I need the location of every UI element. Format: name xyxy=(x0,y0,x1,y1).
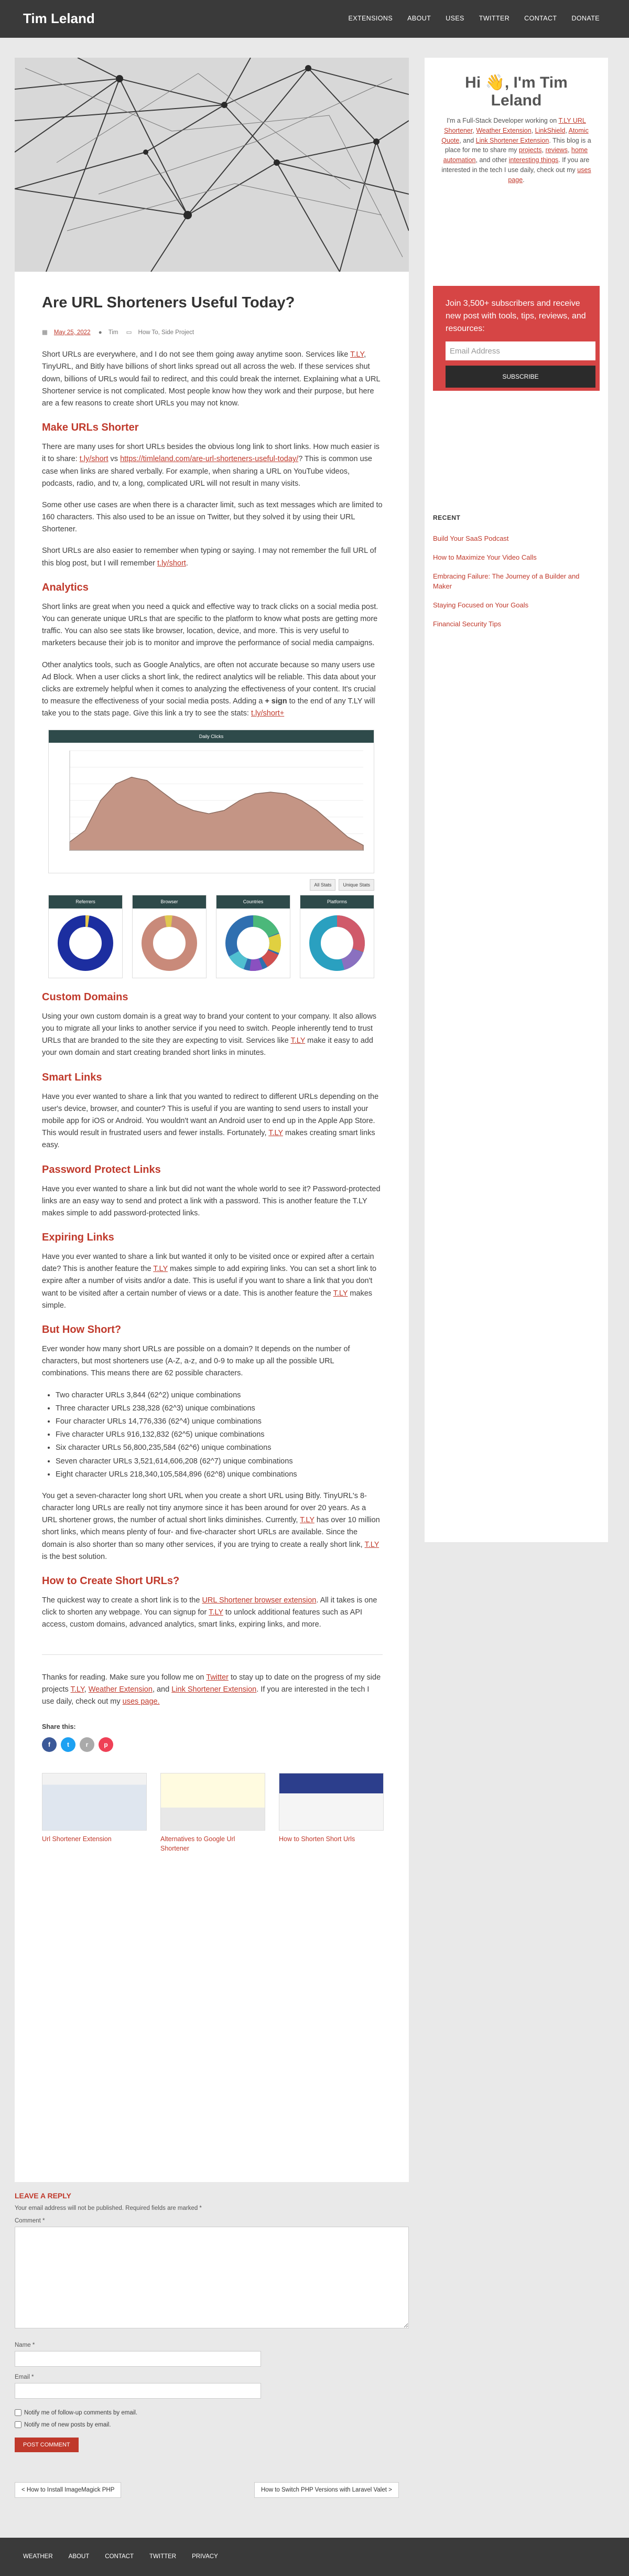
footer-nav xyxy=(23,2553,234,2560)
share-title: Share this: xyxy=(42,1723,76,1731)
heading-how-to-create: How to Create Short URLs? xyxy=(42,1575,180,1587)
recent-posts xyxy=(433,514,600,638)
hi-title: Hi 👋, I'm Tim Leland xyxy=(465,74,568,109)
stats-toggle xyxy=(48,879,374,891)
unique-stats-toggle[interactable]: Unique Stats xyxy=(339,879,374,891)
daily-clicks-area xyxy=(70,777,363,850)
tly-link[interactable]: T.LY xyxy=(350,350,364,359)
heading-expiring-links: Expiring Links xyxy=(42,1232,114,1244)
pocket-icon[interactable]: p xyxy=(99,1737,113,1752)
footer-privacy[interactable]: PRIVACY xyxy=(192,2553,218,2560)
footer-twitter[interactable]: TWITTER xyxy=(149,2553,177,2560)
related-post[interactable] xyxy=(42,1773,147,1853)
bio-interesting-link[interactable]: interesting things xyxy=(508,156,559,164)
password-paragraph: Have you ever wanted to share a link but did not want the whole world to see it? Password-protected links are an easy way to send and protect a link with a password. This is another feature the T.LY makes simple to add password-protected links. xyxy=(42,1184,381,1217)
bio-atomic-link[interactable]: Atomic Quote xyxy=(441,126,589,144)
nav-donate[interactable]: DONATE xyxy=(571,15,600,22)
all-stats-toggle[interactable]: All Stats xyxy=(310,879,335,891)
recent-title: RECENT xyxy=(433,514,461,521)
short-link-2[interactable]: t.ly/short xyxy=(157,559,186,568)
heading-analytics: Analytics xyxy=(42,581,89,593)
tly-link-domains[interactable]: T.LY xyxy=(290,1036,306,1045)
heading-smart-links: Smart Links xyxy=(42,1071,102,1083)
related-thumb[interactable] xyxy=(42,1773,147,1831)
create-paragraph: The quickest way to create a short link is to the URL Shortener browser extension. All it takes is one click to shorten any webpage. You can signup for T.LY to unlock additional features such as API access, custom domains, advanced analytics, smart links, expiring links, and more. xyxy=(42,1596,377,1629)
how-short-paragraph-1: Ever wonder how many short URLs are possible on a domain? It depends on the number of characters, but most shorteners use (A-Z, a-z, and 0-9 to make up all the possible URL combinations. This means there are 62 possible characters. xyxy=(42,1345,350,1378)
heading-make-urls-shorter: Make URLs Shorter xyxy=(42,422,139,434)
nav-about[interactable]: ABOUT xyxy=(407,15,431,22)
notify-comments-row: Notify me of follow-up comments by email. xyxy=(15,2409,409,2416)
footer xyxy=(0,2538,629,2576)
list-item: • Three character URLs 238,328 (62^3) unique combinations xyxy=(56,1403,383,1415)
thanks-paragraph: Thanks for reading. Make sure you follow me on Twitter to stay up to date on the progress of my side projects T.LY, Weather Extension, and Link Shortener Extension. If you are interested in the tech I use daily, check out my uses page. xyxy=(42,1673,381,1706)
link-shortener-extension-link[interactable]: Link Shortener Extension xyxy=(171,1685,257,1694)
make-paragraph-3: Short URLs are also easier to remember when typing or saying. I may not remember the full URL of this blog post, but I will remember t.ly/short. xyxy=(42,547,376,568)
bio-home-link[interactable]: home automation xyxy=(443,146,588,164)
user-icon: ● xyxy=(98,329,102,336)
subscribe-email-input[interactable]: Email Address xyxy=(446,341,595,360)
tly-link-create[interactable]: T.LY xyxy=(209,1608,223,1617)
analytics-paragraph-1: Short links are great when you need a quick and effective way to track clicks on a social media post. You can generate unique URLs that are specific to the platform to know what posts are getting more traffic. You can also see stats like browser, location, device, and more. This is very useful to marketers because their job is to monitor and improve the performance of social media campaigns. xyxy=(42,602,378,648)
post-comment-button[interactable]: POST COMMENT xyxy=(15,2438,79,2452)
top-bar xyxy=(0,0,629,38)
comment-label: Comment * xyxy=(15,2218,45,2224)
list-item: • Two character URLs 3,844 (62^2) unique combinations xyxy=(56,1389,383,1402)
reply-note: Your email address will not be published. Required fields are marked * xyxy=(15,2205,202,2211)
related-posts xyxy=(42,1773,383,1853)
donut-row xyxy=(48,895,374,978)
tly-project-link[interactable]: T.LY xyxy=(70,1685,84,1694)
comment-field[interactable] xyxy=(15,2227,409,2328)
prev-post-link[interactable]: < How to Install ImageMagick PHP xyxy=(15,2482,121,2498)
notify-posts-row: Notify me of new posts by email. xyxy=(15,2421,409,2428)
email-field[interactable] xyxy=(15,2383,261,2399)
expiring-paragraph: Have you ever wanted to share a link but wanted it only to be visited once or expired after a certain date? This is another feature the T.LY makes simple to add expiring links. You can set a short link to expire after a number of visits and/or a date. This is useful if you want to share a link that you don't want to be visited after a certain number of views or a date. This is another feature the T.LY makes simple. xyxy=(42,1253,377,1310)
site-logo[interactable]: Tim Leland xyxy=(23,10,95,26)
notify-comments-checkbox[interactable] xyxy=(15,2409,21,2416)
platforms-card: Platforms xyxy=(300,895,374,978)
related-link[interactable]: Url Shortener Extension xyxy=(42,1835,112,1843)
email-label: Email * xyxy=(15,2374,34,2380)
browser-donut xyxy=(139,913,200,974)
nav-twitter[interactable]: TWITTER xyxy=(479,15,510,22)
twitter-icon[interactable]: t xyxy=(61,1737,75,1752)
make-paragraph-2: Some other use cases are when there is a character limit, such as text messages which are limited to 160 characters. This also used to be an issue on Twitter, but they solved it by using their URL Shortener. xyxy=(42,500,383,534)
post-meta xyxy=(42,328,383,337)
author-box xyxy=(439,73,593,194)
extension-link[interactable]: URL Shortener browser extension xyxy=(202,1596,317,1605)
divider xyxy=(42,1654,383,1655)
referrers-donut xyxy=(55,913,116,974)
nav-contact[interactable]: CONTACT xyxy=(524,15,557,22)
notify-posts-checkbox[interactable] xyxy=(15,2421,21,2428)
platforms-donut xyxy=(307,913,367,974)
list-item: • Eight character URLs 218,340,105,584,896 (62^8) unique combinations xyxy=(56,1469,383,1481)
intro-paragraph: Short URLs are everywhere, and I do not see them going away anytime soon. Services like T.LY, TinyURL, and Bitly have billions of short links spread out all across the web. If these services shut down, billions of URLs would fail to redirect, and this could break the internet. Explaining what a URL Shortener service is not complicated. Most people know how they work and their purpose, but here are a few reasons to create short URLs you may not know. xyxy=(42,350,381,408)
referrers-card: Referrers xyxy=(48,895,123,978)
next-post-link[interactable]: How to Switch PHP Versions with Laravel Valet > xyxy=(254,2482,399,2498)
daily-clicks-panel xyxy=(48,730,374,874)
name-field[interactable] xyxy=(15,2351,261,2367)
subscribe-button[interactable]: SUBSCRIBE xyxy=(446,366,595,388)
how-short-paragraph-2: You get a seven-character long short URL when you create a short URL using Bitly. TinyURL's 8-character long URLs are really not tiny anymore since it has been around for over 20 years. As a URL shortener grows, the number of actual short links diminishes. Currently, T.LY has over 10 million short links, which means plenty of four- and five-character short URLs are available. Since the domain is also shorter than so many other services, if you are trying to create a really short link, T.LY is the best solution. xyxy=(42,1491,380,1561)
post-author[interactable]: Tim xyxy=(108,329,118,336)
related-link[interactable]: Alternatives to Google Url Shortener xyxy=(160,1835,235,1852)
related-post[interactable] xyxy=(160,1773,265,1853)
browser-card: Browser xyxy=(132,895,207,978)
recent-post-link[interactable]: Build Your SaaS Podcast xyxy=(433,535,509,542)
uses-page-link[interactable]: uses page. xyxy=(122,1697,160,1706)
recent-post-link[interactable]: Financial Security Tips xyxy=(433,619,502,628)
footer-about[interactable]: ABOUT xyxy=(68,2553,90,2560)
recent-post-link[interactable]: Staying Focused on Your Goals xyxy=(433,601,529,609)
stats-screenshot xyxy=(48,730,374,978)
twitter-link[interactable]: Twitter xyxy=(206,1673,229,1682)
bio-reviews-link[interactable]: reviews xyxy=(545,146,568,154)
reddit-icon[interactable]: r xyxy=(80,1737,94,1752)
list-item: • Four character URLs 14,776,336 (62^4) unique combinations xyxy=(56,1416,383,1428)
recent-post-link[interactable]: How to Maximize Your Video Calls xyxy=(433,553,537,562)
footer-weather[interactable]: WEATHER xyxy=(23,2553,53,2560)
list-item: • Seven character URLs 3,521,614,606,208 (62^7) unique combinations xyxy=(56,1456,383,1468)
related-link[interactable]: How to Shorten Short Urls xyxy=(279,1835,355,1843)
facebook-icon[interactable]: f xyxy=(42,1737,57,1752)
short-link[interactable]: t.ly/short xyxy=(79,455,109,464)
countries-card: Countries xyxy=(216,895,290,978)
nav-extensions[interactable]: EXTENSIONS xyxy=(348,15,393,22)
post-categories[interactable]: How To, Side Project xyxy=(138,329,194,336)
long-link[interactable]: https://timleland.com/are-url-shorteners-useful-today/ xyxy=(120,455,299,464)
heading-custom-domains: Custom Domains xyxy=(42,991,128,1003)
reply-section xyxy=(15,2192,409,2452)
post-date[interactable]: May 25, 2022 xyxy=(53,329,91,336)
post-title: Are URL Shorteners Useful Today? xyxy=(42,294,295,311)
related-thumb[interactable] xyxy=(160,1773,265,1831)
tly-link-hs-2[interactable]: T.LY xyxy=(364,1540,379,1549)
tly-link-expiring-2[interactable]: T.LY xyxy=(333,1289,348,1298)
combinations-list xyxy=(56,1389,383,1481)
bio-tly-link[interactable]: T.LY URL Shortener xyxy=(444,117,586,134)
bio-uses-link[interactable]: uses page xyxy=(508,166,591,184)
make-paragraph-1: There are many uses for short URLs besides the obvious long link to short links. How much easier is it to share: t.ly/short vs https://timleland.com/are-url-shorteners-useful-today/? This is common use case when links are shared verbally. For example, when sharing a URL on YouTube videos, podcasts, radio, and tv, a long, complicated URL will not result in many visits. xyxy=(42,443,379,488)
daily-clicks-chart xyxy=(49,743,374,869)
bio-projects-link[interactable]: projects xyxy=(518,146,542,154)
author-bio: I'm a Full-Stack Developer working on T.LY URL Shortener, Weather Extension, LinkShield, Atomic Quote, and Link Shortener Extension. This blog is a place for me to share my projects, reviews, home automation, and other interesting things. If you are interested in the tech I use daily, check out my uses page. xyxy=(441,117,591,184)
hero-image xyxy=(15,58,409,272)
subscribe-text: Join 3,500+ subscribers and receive new post with tools, tips, reviews, and resources: xyxy=(446,299,586,333)
subscribe-box xyxy=(433,286,600,391)
footer-contact[interactable]: CONTACT xyxy=(105,2553,134,2560)
related-thumb[interactable] xyxy=(279,1773,384,1831)
calendar-icon: ▦ xyxy=(42,329,48,336)
reply-title: LEAVE A REPLY xyxy=(15,2192,71,2200)
recent-post-link[interactable]: Embracing Failure: The Journey of a Builder and Maker xyxy=(433,572,580,590)
tly-link-expiring-1[interactable]: T.LY xyxy=(153,1265,168,1274)
post-content xyxy=(42,294,383,1853)
bio-linkshield-link[interactable]: LinkShield xyxy=(535,126,566,134)
tly-link-hs-1[interactable]: T.LY xyxy=(300,1516,314,1525)
nav-uses[interactable]: USES xyxy=(446,15,464,22)
folder-icon: ▭ xyxy=(126,329,132,336)
countries-donut xyxy=(223,913,284,974)
list-item: • Five character URLs 916,132,832 (62^5) unique combinations xyxy=(56,1429,383,1441)
bio-weather-link[interactable]: Weather Extension xyxy=(476,126,532,134)
share-buttons xyxy=(42,1737,383,1752)
main-nav xyxy=(334,15,600,22)
name-label: Name * xyxy=(15,2342,35,2348)
heading-password-protect: Password Protect Links xyxy=(42,1163,161,1175)
heading-how-short: But How Short? xyxy=(42,1324,122,1336)
tly-link-smart[interactable]: T.LY xyxy=(268,1129,283,1138)
related-post[interactable] xyxy=(279,1773,384,1853)
stats-link[interactable]: t.ly/short+ xyxy=(251,709,285,718)
list-item: • Six character URLs 56,800,235,584 (62^6) unique combinations xyxy=(56,1442,383,1454)
smart-paragraph: Have you ever wanted to share a link that you wanted to redirect to different URLs depending on the user's device, browser, and counter? This is useful if you are wanting to send users to install your mobile app for iOS or Android. You wouldn't want an Android user to end up in the Apple App Store. This would result in frustrated users and fewer installs. Fortunately, T.LY makes creating smart links easy. xyxy=(42,1092,379,1150)
daily-clicks-title: Daily Clicks xyxy=(49,730,374,743)
bio-link-extension-link[interactable]: Link Shortener Extension xyxy=(475,136,549,144)
sidebar xyxy=(425,58,608,1542)
weather-extension-link[interactable]: Weather Extension xyxy=(88,1685,153,1694)
domains-paragraph: Using your own custom domain is a great way to brand your content to your company. It also allows you to migrate all your links to another service if you need to switch. People inherently tend to trust URLs that are branded to the site they are expecting to visit. Services like T.LY make it easy to add your own domain and start creating branded short links in minutes. xyxy=(42,1012,377,1057)
article-card xyxy=(15,58,409,2182)
analytics-paragraph-2: Other analytics tools, such as Google Analytics, are often not accurate because so many users use Ad Block. When a user clicks a short link, the redirect analytics will be reliable. This data about your clicks are extremely helpful when it comes to analyzing the effectiveness of your content. It's crucial to measure the effectiveness of your social media posts. Adding a + sign to the end of any T.LY will take you to the stats page. Give this link a try to see the stats: t.ly/short+ xyxy=(42,660,376,718)
